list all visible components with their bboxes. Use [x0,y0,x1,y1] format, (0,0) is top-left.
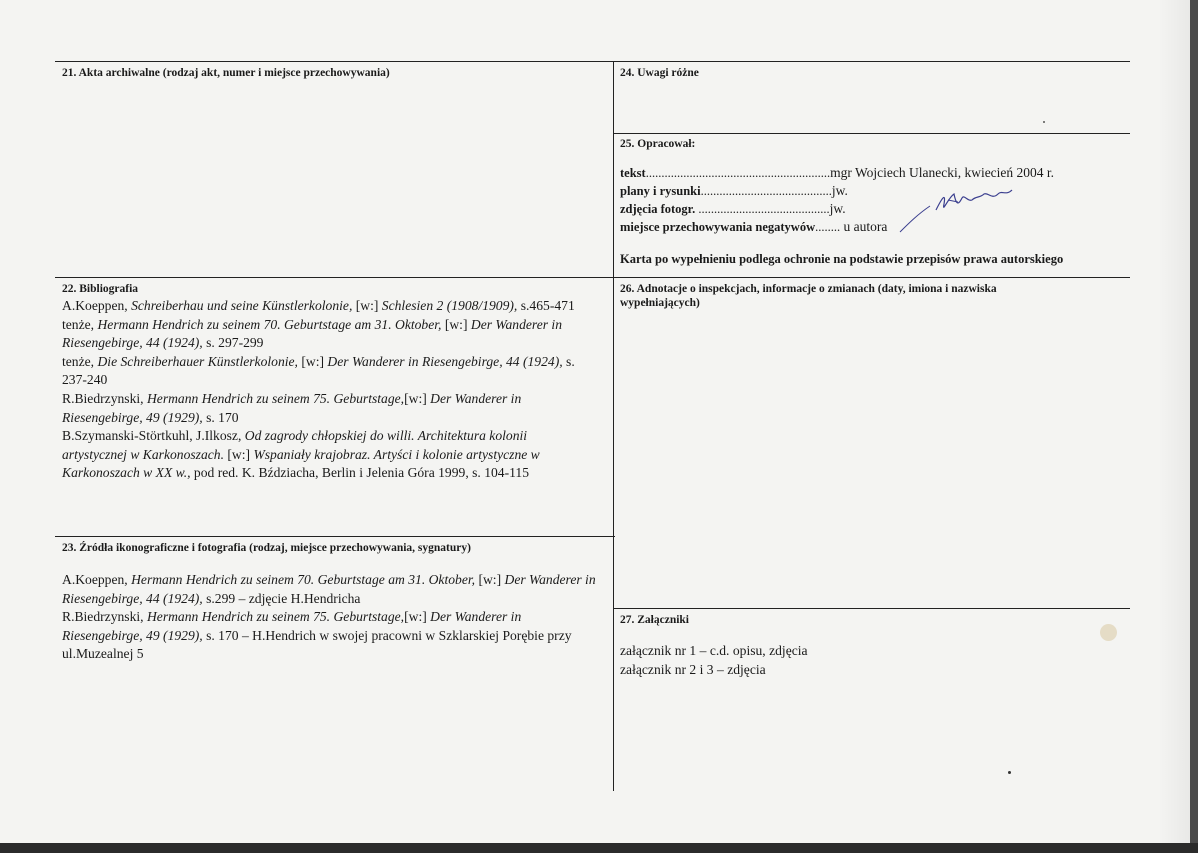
section-21-title: 21. Akta archiwalne (rodzaj akt, numer i miejsce przechowywania) [62,67,390,79]
attachments-list [620,642,1040,679]
iconography-entry: R.Biedrzynski, Hermann Hendrich zu seinem 75. Geburtstage,[w:] Der Wanderer in Riesengebirge, 49 (1929), s. 170 – H.Hendrich w swojej pracowni w Szklarskiej Porębie przy ul.Muzealnej 5 [62,609,572,662]
negatives-location-row: miejsce przechowywania negatywów........ u autora [620,219,888,234]
author-photos-row: zdjęcia fotogr. ..........................................jw. [620,201,846,216]
rule-left-row2 [55,277,615,278]
scan-mark [1100,624,1117,641]
bibliography-list [62,297,595,483]
bibliography-entry: A.Koeppen, Schreiberhau und seine Künstlerkolonie, [w:] Schlesien 2 (1908/1909), s.465-471 [62,298,575,313]
signature [898,184,1028,236]
author-drawings-row: plany i rysunki..........................................jw. [620,183,848,198]
attachment-item: załącznik nr 1 – c.d. opisu, zdjęcia [620,643,808,658]
bibliography-entry: tenże, Die Schreiberhauer Künstlerkolonie, [w:] Der Wanderer in Riesengebirge, 44 (1924), s. 237-240 [62,353,575,388]
copyright-notice: Karta po wypełnieniu podlega ochronie na podstawie przepisów prawa autorskiego [620,252,1064,266]
section-23-title: 23. Źródła ikonograficzne i fotografia (rodzaj, miejsce przechowywania, sygnatury) [62,542,471,554]
rule-right-row4 [613,608,1130,609]
section-27-title: 27. Załączniki [620,614,690,626]
scan-speck [1008,771,1011,774]
rule-right-row3 [613,277,1130,278]
bibliography-entry: tenże, Hermann Hendrich zu seinem 70. Geburtstage am 31. Oktober, [w:] Der Wanderer in Riesengebirge, 44 (1924), s. 297-299 [62,316,563,351]
top-rule [55,61,1130,62]
attachment-item: załącznik nr 2 i 3 – zdjęcia [620,661,766,677]
column-divider [613,61,614,791]
rule-right-row2 [613,133,1130,134]
section-22-title: 22. Bibliografia [62,283,139,295]
scan-edge-right [1190,0,1198,853]
section-26-title: 26. Adnotacje o inspekcjach, informacje o zmianach (daty, imiona i nazwiska wypełniających) [620,283,997,309]
rule-left-row3 [55,536,615,537]
iconography-list [62,571,602,664]
scan-speck [1043,121,1045,123]
section-24-title: 24. Uwagi różne [620,67,699,79]
author-text-row: tekst...........................................................mgr Wojciech Ulanecki, kwiecień 2004 r. [620,165,1055,180]
iconography-entry: A.Koeppen, Hermann Hendrich zu seinem 70. Geburtstage am 31. Oktober, [w:] Der Wanderer in Riesengebirge, 44 (1924), s.299 – zdjęcie H.Hendricha [62,572,596,606]
bibliography-entry: R.Biedrzynski, Hermann Hendrich zu seinem 75. Geburtstage,[w:] Der Wanderer in Riesengebirge, 49 (1929), s. 170 [62,390,522,425]
scan-edge-bottom [0,843,1198,853]
bibliography-entry: B.Szymanski-Störtkuhl, J.Ilkosz, Od zagrody chłopskiej do willi. Architektura kolonii artystycznej w Karkonoszach. [w:] Wspaniały krajobraz. Artyści i kolonie artystyczne w Karkonoszach w XX w., pod red. K. Bździacha, Berlin i Jelenia Góra 1999, s. 104-115 [62,428,540,481]
section-25-title: 25. Opracował: [620,138,696,150]
